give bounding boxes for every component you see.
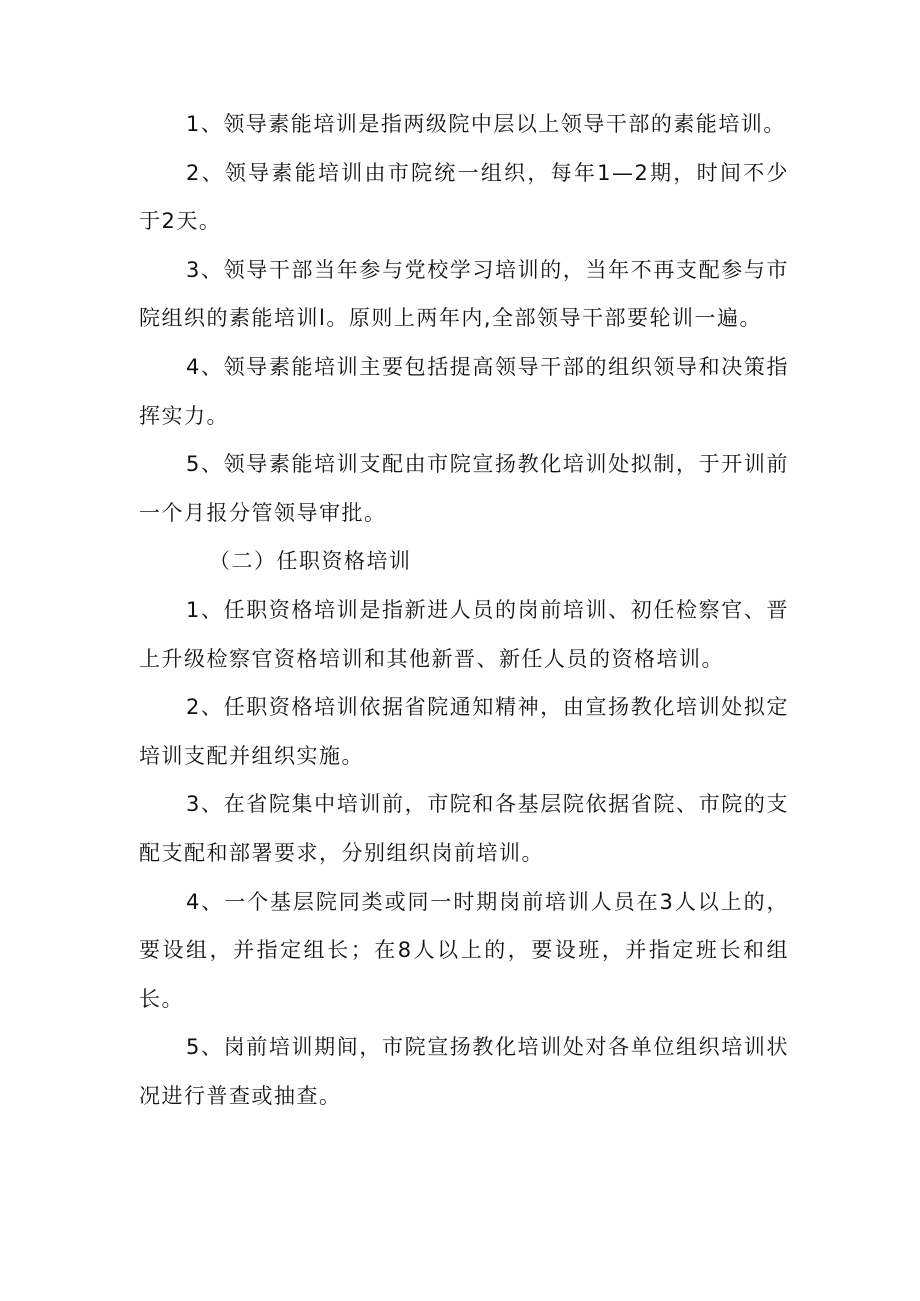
paragraph-leader-training-4: 4、领导素能培训主要包括提高领导干部的组织领导和决策指挥实力。 — [139, 354, 789, 428]
paragraph-qualification-training-1: 1、任职资格培训是指新进人员的岗前培训、初任检察官、晋上升级检察官资格培训和其他新晋、新任人员的资格培训。 — [139, 597, 789, 671]
paragraph-leader-training-1: 1、领导素能培训是指两级院中层以上领导干部的素能培训。 — [186, 112, 786, 136]
paragraph-qualification-training-2: 2、任职资格培训依据省院通知精神，由宣扬教化培训处拟定培训支配并组织实施。 — [139, 695, 789, 768]
paragraph-leader-training-3: 3、领导干部当年参与党校学习培训的，当年不再支配参与市院组织的素能培训l。原则上两年内,全部领导干部要轮训一遍。 — [139, 257, 789, 331]
paragraph-leader-training-5: 5、领导素能培训支配由市院宣扬教化培训处拟制，于开训前一个月报分管领导审批。 — [139, 452, 789, 525]
paragraph-qualification-training-4: 4、一个基层院同类或同一时期岗前培训人员在3人以上的，要设组，并指定组长；在8人以上的，要设班，并指定班长和组长。 — [139, 889, 789, 1011]
paragraph-qualification-training-5: 5、岗前培训期间，市院宣扬教化培训处对各单位组织培训状况进行普查或抽查。 — [139, 1035, 789, 1108]
paragraph-qualification-training-3: 3、在省院集中培训前，市院和各基层院依据省院、市院的支配支配和部署要求，分别组织岗前培训。 — [139, 792, 789, 865]
document-body — [139, 100, 789, 1120]
paragraph-leader-training-2: 2、领导素能培训由市院统一组织，每年1—2期，时间不少于2天。 — [139, 160, 789, 234]
section-heading-qualification-training: （二）任职资格培训 — [209, 549, 412, 574]
